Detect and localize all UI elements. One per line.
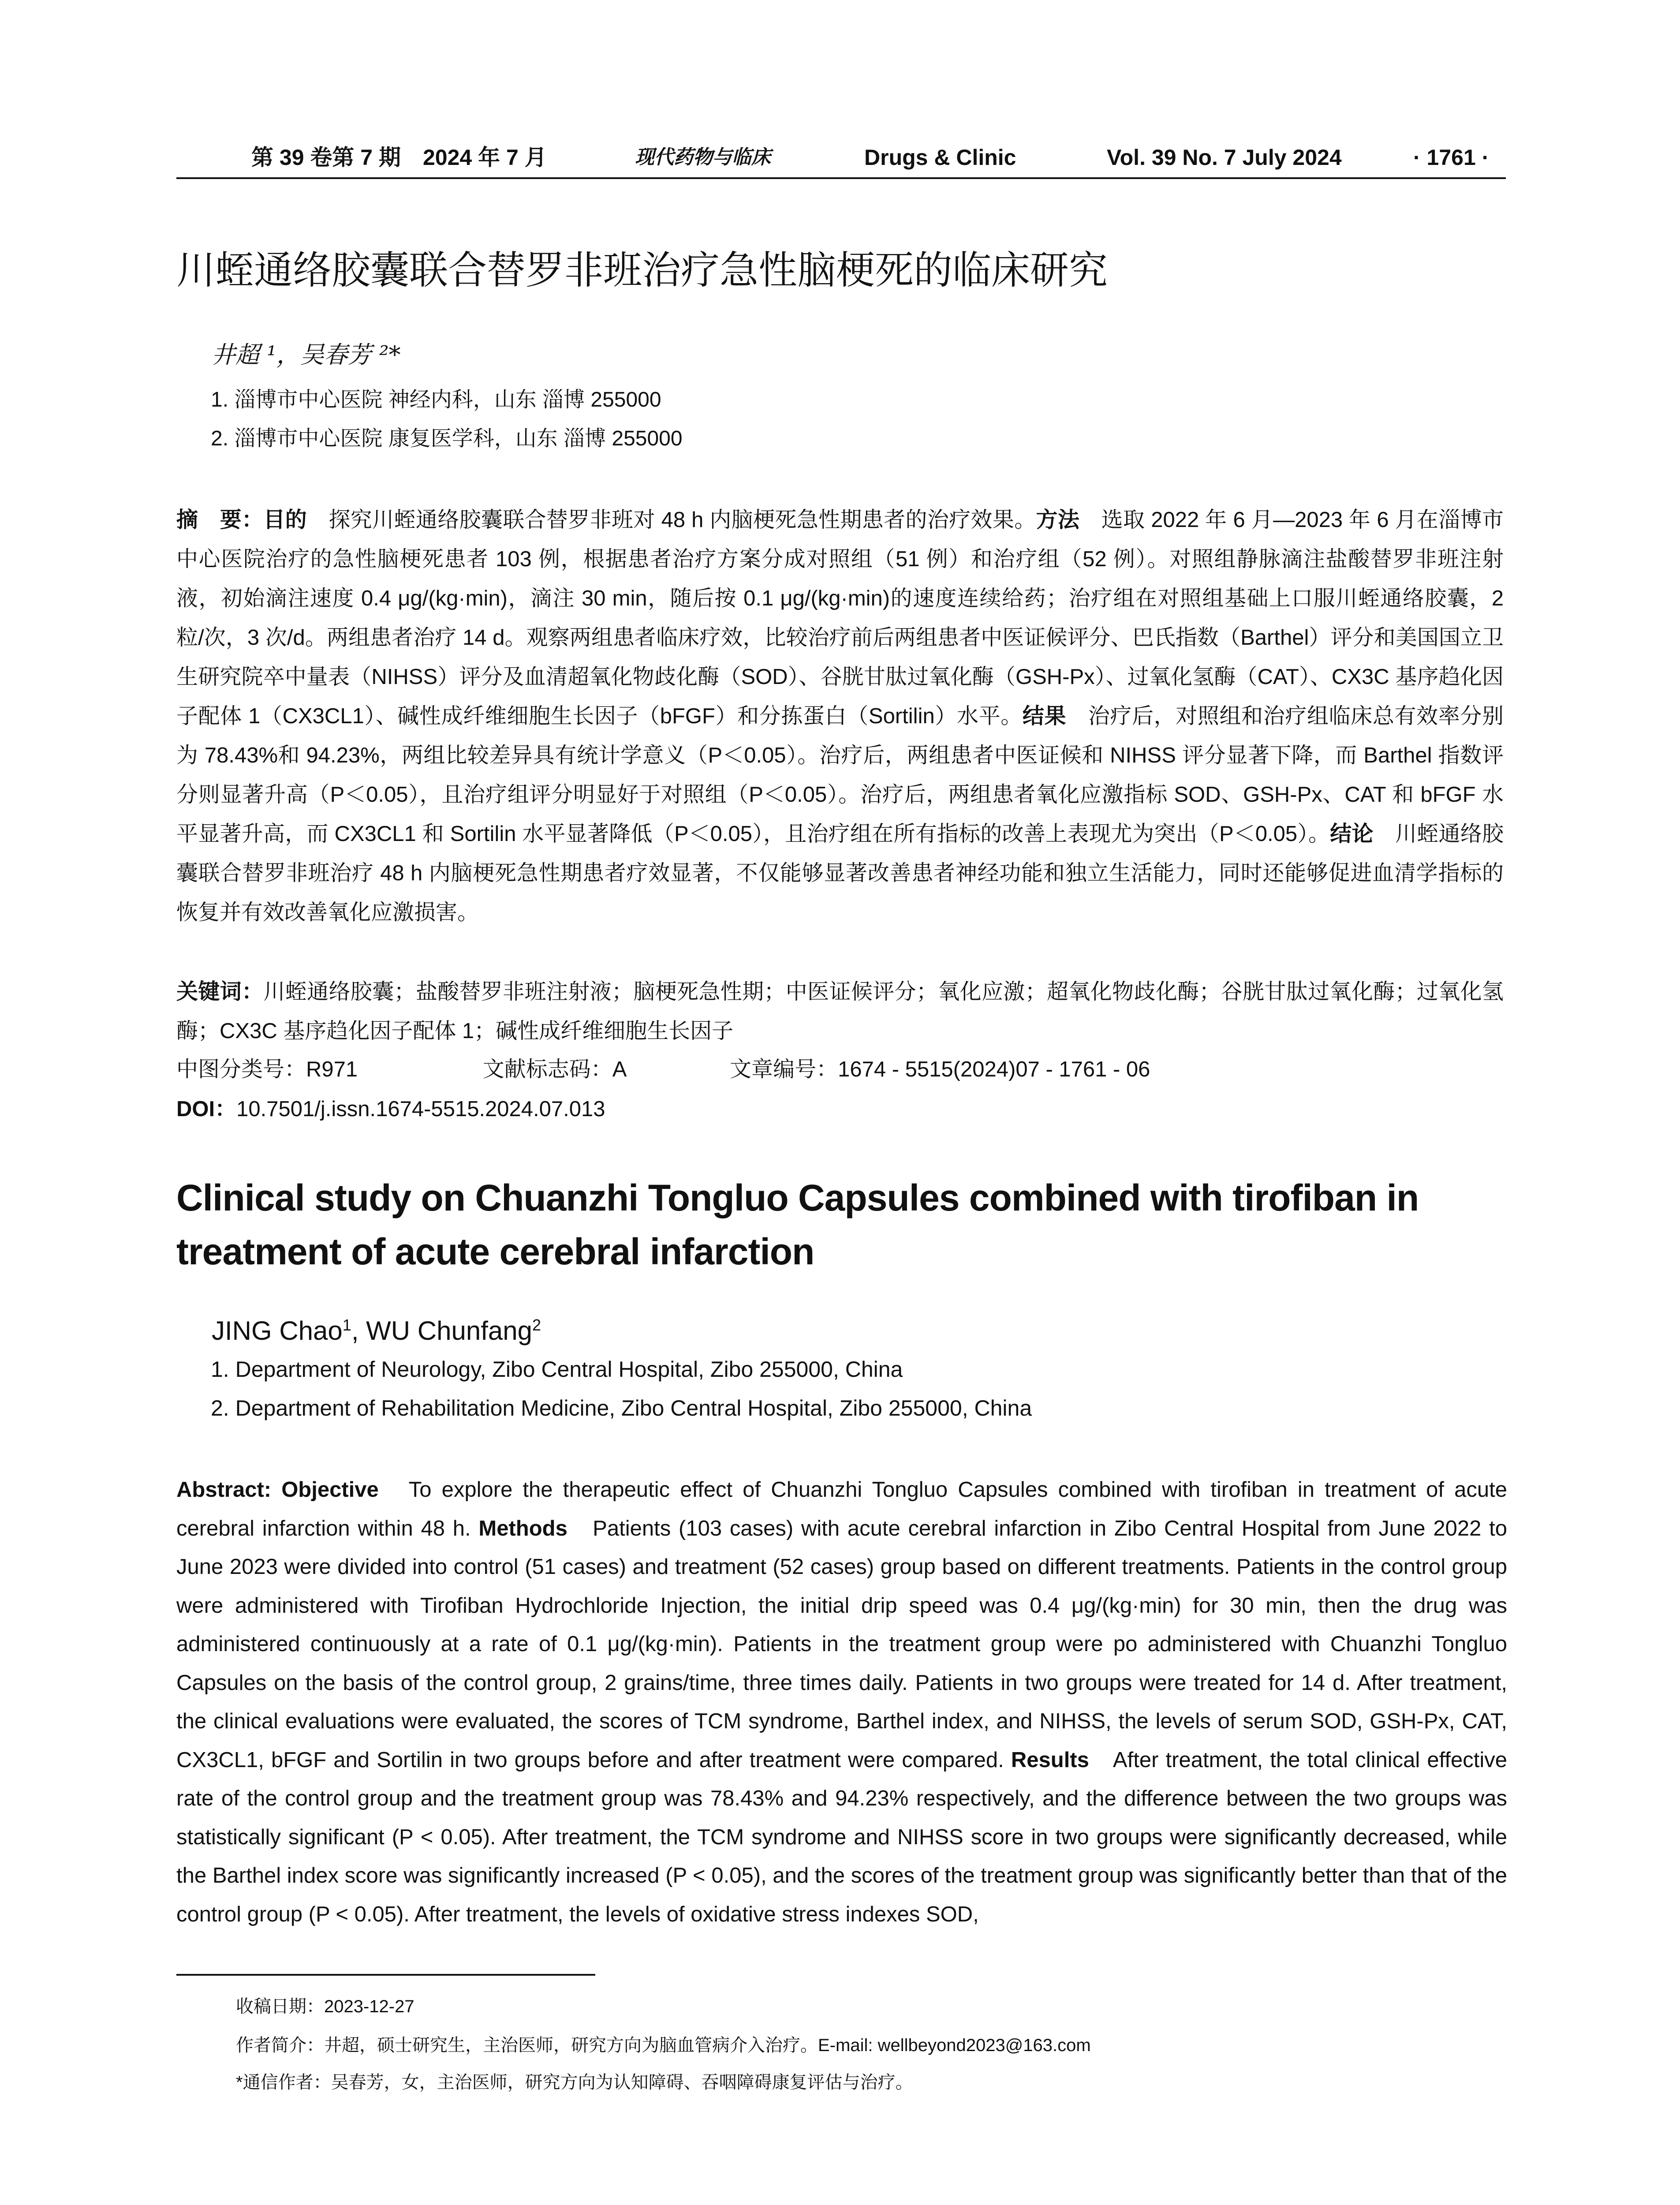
running-header bbox=[176, 140, 1506, 179]
header-en-issue: Vol. 39 No. 7 July 2024 bbox=[1107, 145, 1342, 170]
en-author-separator: , bbox=[351, 1316, 366, 1345]
cn-methods-label: 方法 bbox=[1036, 508, 1080, 532]
en-authors bbox=[212, 1308, 541, 1349]
cn-conclusion-text: 川蛭通络胶囊联合替罗非班治疗 48 h 内脑梗死急性期患者疗效显著，不仅能够显著改善患者神经功能和独立生活能力，同时还能够促进血清学指标的恢复并有效改善氧化应激损害。 bbox=[176, 822, 1504, 924]
en-affiliation-2: 2. Department of Rehabilitation Medicine, Zibo Central Hospital, Zibo 255000, China bbox=[211, 1396, 1032, 1420]
cn-conclusion-label: 结论 bbox=[1330, 822, 1374, 846]
en-objective-label: Objective bbox=[271, 1478, 379, 1502]
article-no-value: 1674 - 5515(2024)07 - 1761 - 06 bbox=[838, 1058, 1150, 1081]
footnote-author-bio: 作者简介：井超，硕士研究生，主治医师，研究方向为脑血管病介入治疗。E-mail: wellbeyond2023@163.com bbox=[236, 2036, 1091, 2055]
clc-value: R971 bbox=[306, 1058, 358, 1081]
cn-authors: 井超 ¹，吴春芳 ²* bbox=[212, 341, 401, 369]
footnote-received-date: 收稿日期：2023-12-27 bbox=[236, 1997, 414, 2016]
en-abstract bbox=[176, 1471, 1507, 1934]
cn-keywords-text: 川蛭通络胶囊；盐酸替罗非班注射液；脑梗死急性期；中医证候评分；氧化应激；超氧化物歧化酶；谷胱甘肽过氧化酶；过氧化氢酶；CX3C 基序趋化因子配体 1；碱性成纤维细胞生长因子 bbox=[176, 980, 1504, 1043]
cn-classification-line bbox=[176, 1052, 1150, 1087]
cn-affiliation-1: 1. 淄博市中心医院 神经内科，山东 淄博 255000 bbox=[211, 388, 661, 411]
cn-results-label: 结果 bbox=[1022, 704, 1067, 728]
en-author-2-affil: 2 bbox=[532, 1316, 541, 1334]
doc-code-value: A bbox=[612, 1058, 627, 1081]
clc-label: 中图分类号： bbox=[176, 1058, 306, 1081]
en-title: Clinical study on Chuanzhi Tongluo Capsules combined with tirofiban in treatment of acute cerebral infarction bbox=[176, 1177, 1419, 1272]
header-cn-journal: 现代药物与临床 bbox=[635, 146, 771, 168]
cn-title: 川蛭通络胶囊联合替罗非班治疗急性脑梗死的临床研究 bbox=[176, 248, 1108, 292]
en-author-2: WU Chunfang bbox=[366, 1316, 533, 1345]
doi-label: DOI： bbox=[176, 1097, 237, 1121]
cn-affiliation-2: 2. 淄博市中心医院 康复医学科，山东 淄博 255000 bbox=[211, 427, 683, 450]
header-page-number: · 1761 · bbox=[1413, 145, 1490, 170]
cn-objective-label: 目的 bbox=[263, 508, 307, 532]
doi-line bbox=[176, 1091, 605, 1127]
doi-value[interactable]: 10.7501/j.issn.1674-5515.2024.07.013 bbox=[236, 1097, 605, 1121]
cn-methods-text: 选取 2022 年 6 月—2023 年 6 月在淄博市中心医院治疗的急性脑梗死患者 103 例，根据患者治疗方案分成对照组（51 例）和治疗组（52 例）。对照组静脉滴注盐酸替罗非班注射液，初始滴注速度 0.4 μg/(kg·min)，滴注 30 min，随后按 0.1 μg/(kg·min)的速度连续给药；治疗组在对照组基础上口服川蛭通络胶囊，2 粒/次，3 次/d。两组患者治疗 14 d。观察两组患者临床疗效，比较治疗前后两组患者中医证候评分、巴氏指数（Barthel）评分和美国国立卫生研究院卒中量表（NIHSS）评分及血清超氧化物歧化酶（SOD）、谷胱甘肽过氧化酶（GSH-Px）、过氧化氢酶（CAT）、CX3C 基序趋化因子配体 1（CX3CL1）、碱性成纤维细胞生长因子（bFGF）和分拣蛋白（Sortilin）水平。 bbox=[176, 508, 1504, 728]
en-results-text: After treatment, the total clinical effective rate of the control group and the treatment group was 78.43% and 94.23% respectively, and the difference between the two groups was statistically significant (P < 0.05). After treatment, the TCM syndrome and NIHSS score in two groups were significantly decreased, while the Barthel index score was significantly increased (P < 0.05), and the scores of the treatment group was significantly better than that of the control group (P < 0.05). After treatment, the levels of oxidative stress indexes SOD, bbox=[176, 1748, 1507, 1926]
article-no-label: 文章编号： bbox=[730, 1058, 838, 1081]
cn-abstract bbox=[176, 501, 1504, 932]
footnote-corresponding-author: *通信作者：吴春芳，女，主治医师，研究方向为认知障碍、吞咽障碍康复评估与治疗。 bbox=[236, 2073, 913, 2092]
footnote-divider bbox=[176, 1974, 595, 1976]
en-methods-text: Patients (103 cases) with acute cerebral infarction in Zibo Central Hospital from June 2022 to June 2023 were divided into control (51 cases) and treatment (52 cases) group based on different treatments. Patients in the control group were administered with Tirofiban Hydrochloride Injection, the initial drip speed was 0.4 μg/(kg·min) for 30 min, then the drug was administered continuously at a rate of 0.1 μg/(kg·min). Patients in the treatment group were po administered with Chuanzhi Tongluo Capsules on the basis of the control group, 2 grains/time, three times daily. Patients in two groups were treated for 14 d. After treatment, the clinical evaluations were evaluated, the scores of TCM syndrome, Barthel index, and NIHSS, the levels of serum SOD, GSH-Px, CAT, CX3CL1, bFGF and Sortilin in two groups before and after treatment were compared. bbox=[176, 1516, 1507, 1772]
en-results-label: Results bbox=[1004, 1748, 1089, 1772]
en-affiliation-1: 1. Department of Neurology, Zibo Central Hospital, Zibo 255000, China bbox=[211, 1357, 903, 1382]
header-cn-issue: 第 39 卷第 7 期 2024 年 7 月 bbox=[251, 145, 547, 170]
cn-abstract-label: 摘 要： bbox=[176, 508, 264, 532]
en-abstract-label: Abstract: bbox=[176, 1478, 272, 1502]
cn-keywords bbox=[176, 972, 1504, 1051]
en-author-1: JING Chao bbox=[212, 1316, 343, 1345]
header-en-journal: Drugs & Clinic bbox=[864, 145, 1016, 170]
en-methods-label: Methods bbox=[470, 1516, 567, 1540]
doc-code-label: 文献标志码： bbox=[482, 1058, 612, 1081]
en-objective-text: To explore the therapeutic effect of Chuanzhi Tongluo Capsules combined with tirofiban in treatment of acute cerebral infarction within 48 h. bbox=[176, 1478, 1507, 1540]
cn-objective-text: 探究川蛭通络胶囊联合替罗非班对 48 h 内脑梗死急性期患者的治疗效果。 bbox=[307, 508, 1036, 532]
cn-results-text: 治疗后，对照组和治疗组临床总有效率分别为 78.43%和 94.23%，两组比较差异具有统计学意义（P＜0.05）。治疗后，两组患者中医证候和 NIHSS 评分显著下降，而 Barthel 指数评分则显著升高（P＜0.05），且治疗组评分明显好于对照组（P＜0.05）。治疗后，两组患者氧化应激指标 SOD、GSH-Px、CAT 和 bFGF 水平显著升高，而 CX3CL1 和 Sortilin 水平显著降低（P＜0.05），且治疗组在所有指标的改善上表现尤为突出（P＜0.05）。 bbox=[176, 704, 1504, 846]
en-author-1-affil: 1 bbox=[342, 1316, 351, 1334]
cn-keywords-label: 关键词： bbox=[176, 980, 264, 1004]
